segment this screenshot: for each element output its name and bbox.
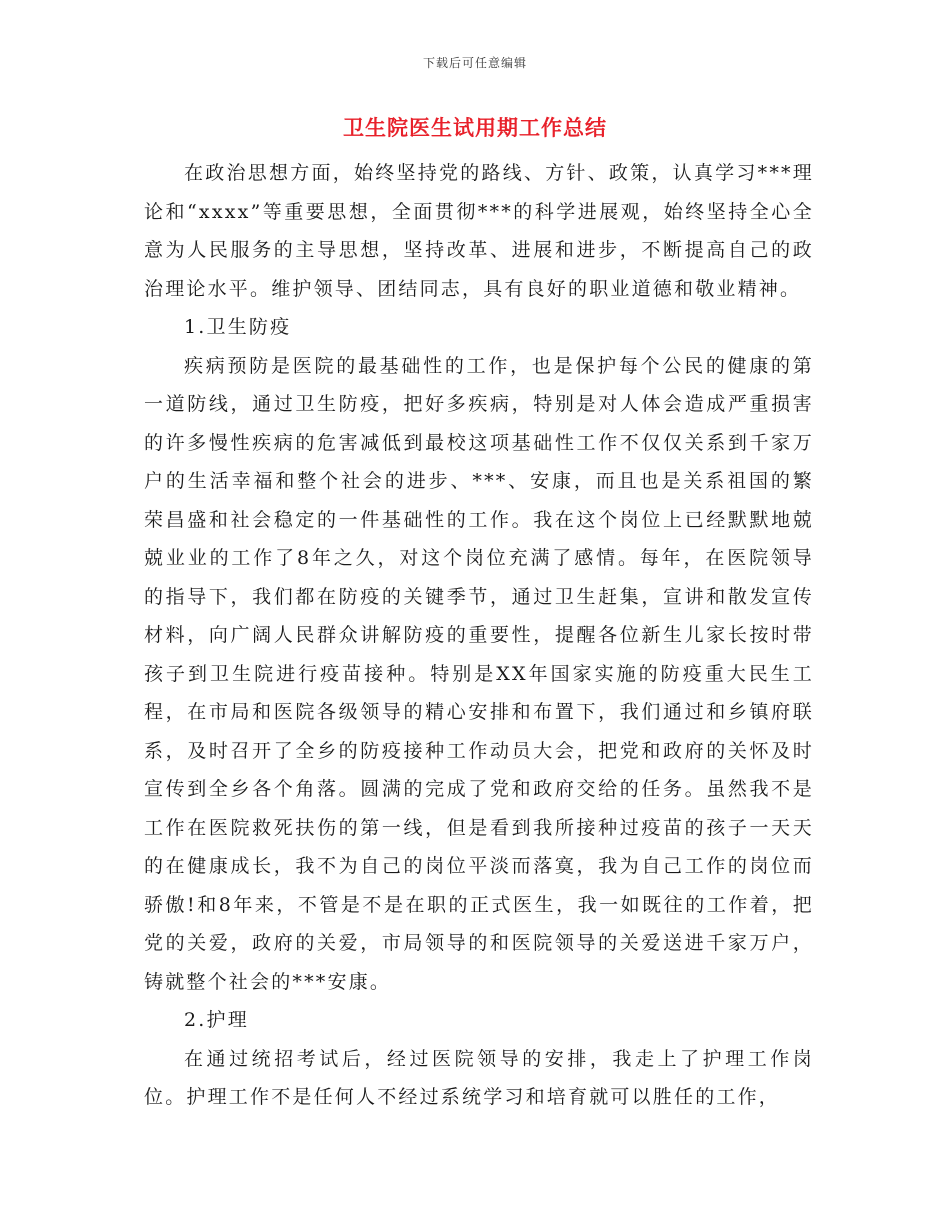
paragraph-nursing: 在通过统招考试后，经过医院领导的安排，我走上了护理工作岗位。护理工作不是任何人不经过系统学习和培育就可以胜任的工作，	[144, 1047, 814, 1108]
header-note: 下载后可任意编辑	[422, 56, 527, 70]
section-heading-nursing: 2.护理	[184, 1009, 249, 1031]
document-body	[144, 154, 814, 1117]
paragraph-political-thought: 在政治思想方面，始终坚持党的路线、方针、政策，认真学习***理论和“xxxx”等重要思想，全面贯彻***的科学进展观，始终坚持全心全意为人民服务的主导思想，坚持改革、进展和进步，不断提高自己的政治理论水平。维护领导、团结同志，具有良好的职业道德和敬业精神。	[144, 162, 814, 300]
document-title: 卫生院医生试用期工作总结	[343, 116, 607, 140]
paragraph-epidemic-prevention: 疾病预防是医院的最基础性的工作，也是保护每个公民的健康的第一道防线，通过卫生防疫，把好多疾病，特别是对人体会造成严重损害的许多慢性疾病的危害减低到最校这项基础性工作不仅仅关系到千家万户的生活幸福和整个社会的进步、***、安康，而且也是关系祖国的繁荣昌盛和社会稳定的一件基础性的工作。我在这个岗位上已经默默地兢兢业业的工作了8年之久，对这个岗位充满了感情。每年，在医院领导的指导下，我们都在防疫的关键季节，通过卫生赶集，宣讲和散发宣传材料，向广阔人民群众讲解防疫的重要性，提醒各位新生儿家长按时带孩子到卫生院进行疫苗接种。特别是XX年国家实施的防疫重大民生工程，在市局和医院各级领导的精心安排和布置下，我们通过和乡镇府联系，及时召开了全乡的防疫接种工作动员大会，把党和政府的关怀及时宣传到全乡各个角落。圆满的完成了党和政府交给的任务。虽然我不是工作在医院救死扶伤的第一线，但是看到我所接种过疫苗的孩子一天天的在健康成长，我不为自己的岗位平淡而落寞，我为自己工作的岗位而骄傲!和8年来，不管是不是在职的正式医生，我一如既往的工作着，把党的关爱，政府的关爱，市局领导的和医院领导的关爱送进千家万户，铸就整个社会的***安康。	[144, 354, 814, 993]
section-heading-epidemic-prevention: 1.卫生防疫	[184, 316, 292, 338]
